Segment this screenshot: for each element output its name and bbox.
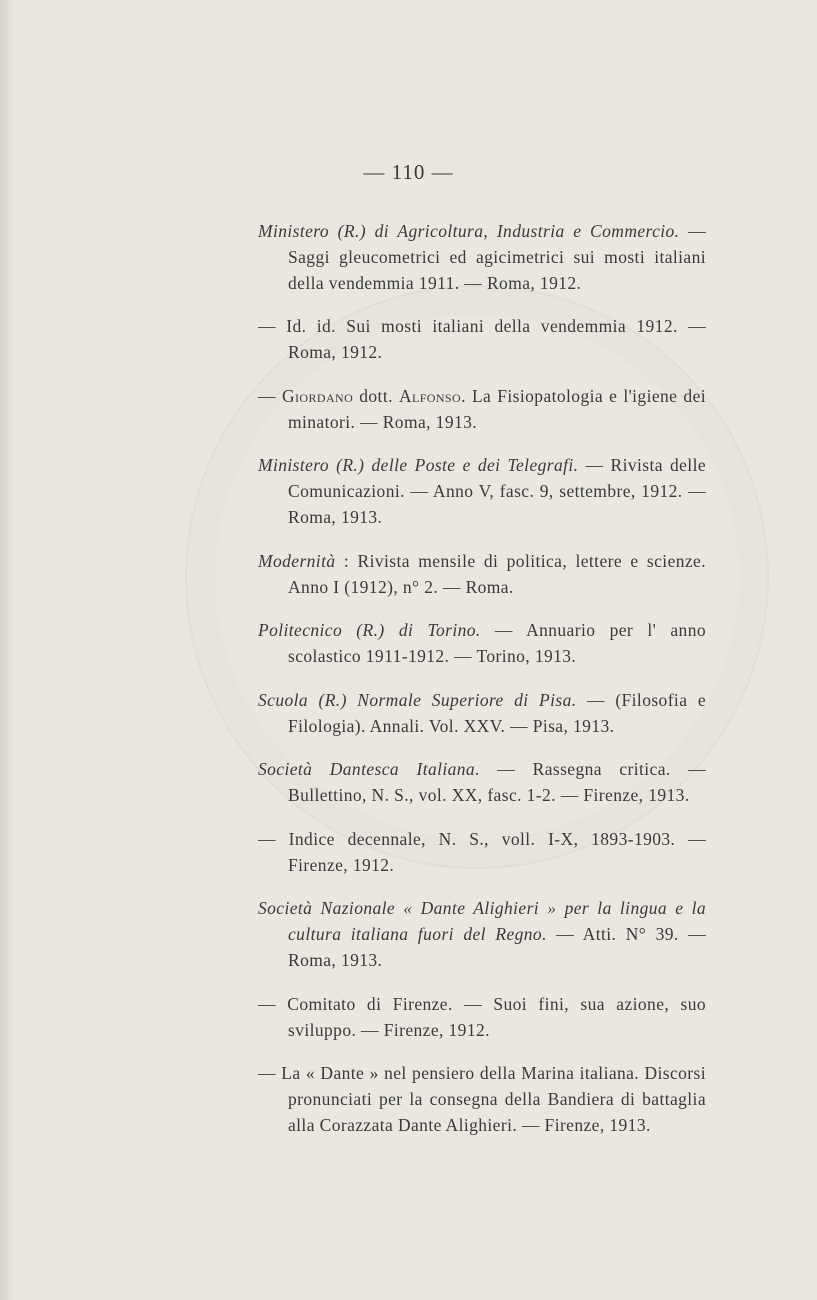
entry-text: — (Filosofia e Filologia). Annali. Vol. XXV. — Pisa, 1913.: [288, 689, 706, 736]
entry-prefix: —: [258, 385, 282, 406]
entry-text: — Comitato di Firenze. — Suoi fini, sua azione, suo sviluppo. — Firenze, 1912.: [258, 993, 706, 1040]
entry-heading: Scuola (R.) Normale Superiore di Pisa.: [258, 689, 577, 710]
bibliography-entry: [258, 313, 706, 365]
entry-heading: Società Dantesca Italiana.: [258, 759, 480, 779]
entry-heading: Società Nazionale « Dante Alighieri » per la lingua e la cultura italiana fuori del Regno.: [258, 898, 706, 944]
entry-text: — Annuario per l' anno scolastico 1911-1912. — Torino, 1913.: [288, 620, 706, 666]
entry-heading: Politecnico (R.) di Torino.: [258, 620, 481, 640]
entry-text: — Saggi gleucometrici ed agicimetrici sui mosti italiani della vendemmia 1911. — Roma, 1912.: [288, 220, 706, 293]
entry-text: — La « Dante » nel pensiero della Marina italiana. Discorsi pronunciati per la consegna della Bandiera di battaglia alla Corazzata Dante Alighieri. — Firenze, 1913.: [258, 1063, 706, 1135]
entry-text: — Atti. N° 39. — Roma, 1913.: [288, 924, 706, 970]
entry-text: — Indice decennale, N. S., voll. I-X, 1893-1903. — Firenze, 1912.: [258, 828, 706, 875]
entry-text: — Rivista delle Comunicazioni. — Anno V, fasc. 9, settembre, 1912. — Roma, 1913.: [288, 455, 707, 527]
bibliography-entry: [258, 617, 706, 669]
entry-text: : Rivista mensile di politica, lettere e scienze. Anno I (1912), n° 2. — Roma.: [288, 550, 706, 597]
bibliography-entry: [258, 991, 706, 1043]
bibliography-entry: [258, 452, 706, 530]
entry-heading: Modernità: [258, 550, 336, 571]
entry-text: — Id. id. Sui mosti italiani della vendemmia 1912. — Roma, 1912.: [258, 316, 706, 362]
bibliography-entry: [258, 548, 706, 600]
entry-text: — Rassegna critica. — Bullettino, N. S., vol. XX, fasc. 1-2. — Firenze, 1913.: [288, 759, 706, 805]
entry-heading: Ministero (R.) delle Poste e dei Telegrafi.: [258, 455, 579, 475]
author-name: Alfonso: [398, 385, 462, 406]
bibliography-list: [258, 200, 706, 1145]
bibliography-entry: [258, 826, 706, 878]
bibliography-entry: [258, 218, 706, 296]
page-edge: [0, 0, 14, 1300]
entry-text: . La Fisiopatologia e l'igiene dei minatori. — Roma, 1913.: [288, 385, 706, 432]
bibliography-entry: [258, 895, 706, 973]
bibliography-entry: [258, 1060, 706, 1138]
author-mid: dott.: [353, 385, 399, 406]
entry-heading: Ministero (R.) di Agricoltura, Industria e Commercio.: [258, 220, 680, 241]
page-number: — 110 —: [363, 160, 454, 184]
bibliography-entry: [258, 756, 706, 808]
author-surname: Giordano: [282, 385, 354, 406]
bibliography-entry: [258, 383, 706, 435]
bibliography-entry: [258, 687, 706, 739]
